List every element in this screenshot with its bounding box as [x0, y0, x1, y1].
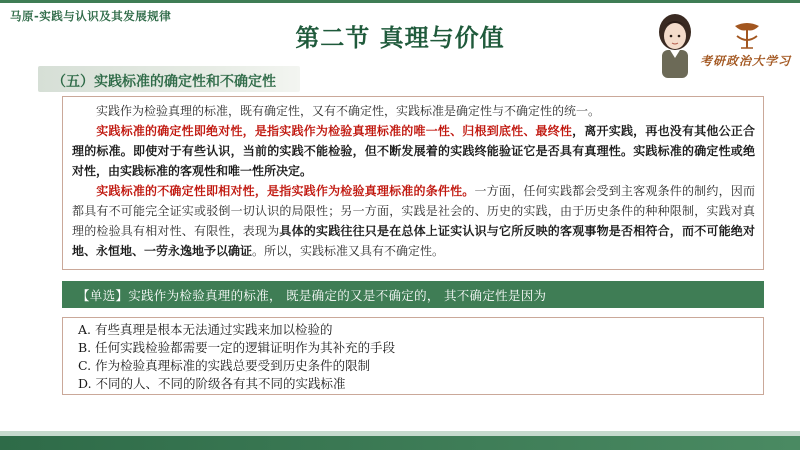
definite-definition: 实践标准的确定性即绝对性，是指实践作为检验真理标准的唯一性、归根到底性、最终性 — [96, 124, 573, 138]
option-a[interactable]: A. 有些真理是根本无法通过实践来加以检验的 — [78, 322, 333, 337]
paragraph-1-text: 实践作为检验真理的标准，既有确定性，又有不确定性，实践标准是确定性与不确定性的统一。 — [96, 104, 601, 118]
indefinite-definition: 实践标准的不确定性即相对性，是指实践作为检验真理标准的条件性。 — [96, 184, 475, 198]
paragraph-2-rest: ，离开实践，再也没有其他公正合理的标准。即使对于有些认识，当前的实践不能检验，但不断发展着的实践终能验证它是否具有真理性。实践标准的确定性或绝对性，由实践标准的客观性和唯一性所决定。 — [72, 124, 755, 178]
paragraph-3-end: 。所以，实践标准又具有不确定性。 — [252, 244, 445, 258]
logo-text: 考研政治大学习 — [700, 54, 792, 68]
option-d[interactable]: D. 不同的人、不同的阶级各有其不同的实践标准 — [78, 376, 346, 391]
question-text: 【单选】实践作为检验真理的标准， 既是确定的又是不确定的， 其不确定性是因为 — [77, 288, 547, 303]
teacher-avatar-icon — [653, 10, 697, 78]
paragraph-2 — [72, 121, 755, 181]
section-title: （五）实践标准的确定性和不确定性 — [52, 74, 276, 90]
option-c[interactable]: C. 作为检验真理标准的实践总要受到历史条件的限制 — [78, 358, 371, 373]
page-title: 第二节 真理与价值 — [295, 23, 505, 52]
top-accent-line — [0, 0, 800, 3]
paragraph-3 — [72, 181, 755, 261]
paragraph-3-bold: 具体的实践往往只是在总体上证实认识与它所反映的客观事物是否相符合，而不可能绝对地、永恒地、一劳永逸地予以确证 — [72, 224, 755, 258]
paragraph-3-mid: 一方面，任何实践都会受到主客观条件的制约，因而都具有不可能完全证实或驳倒一切认识的局限性；另一方面，实践是社会的、历史的实践，由于历史条件的种种限制，实践对真理的检验具有相对性、有限性，表现为 — [72, 184, 755, 238]
bottom-accent-bar — [0, 436, 800, 450]
breadcrumb: 马原-实践与认识及其发展规律 — [10, 9, 172, 23]
option-b[interactable]: B. 任何实践检验都需要一定的逻辑证明作为其补充的手段 — [78, 340, 396, 355]
content-box — [62, 96, 764, 270]
paragraph-1 — [72, 101, 755, 121]
